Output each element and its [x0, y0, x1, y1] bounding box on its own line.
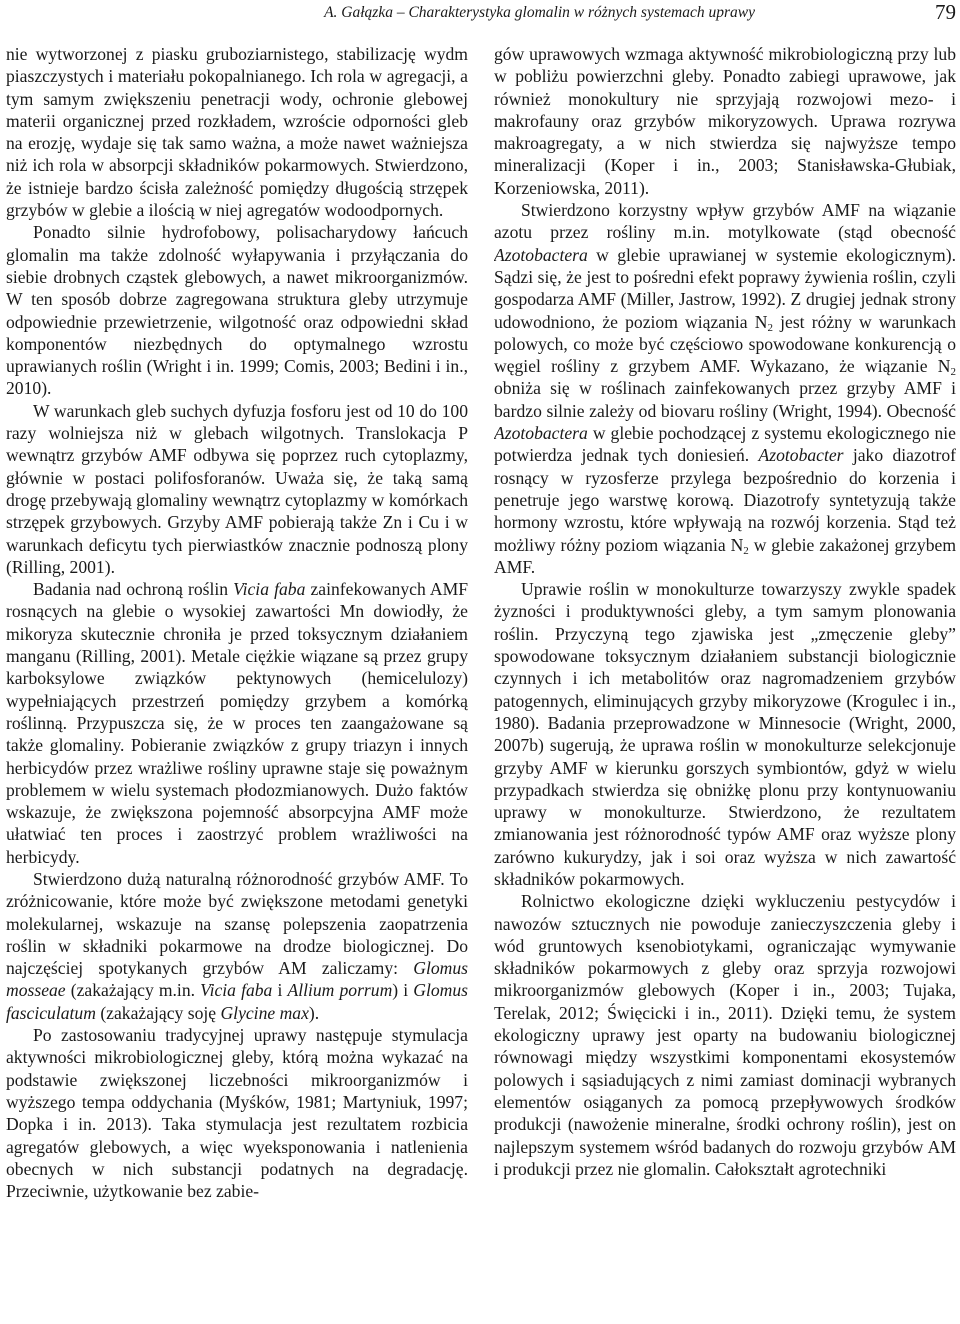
subscript: 2 [743, 544, 749, 557]
paragraph [6, 868, 468, 1024]
species-name: Glomus mosseae [6, 958, 468, 1001]
text-run: Stwierdzono korzystny wpływ grzybów AMF na wiązanie azotu przez rośliny m.in. motylkowate (stąd obecność [494, 200, 956, 243]
species-name: Vicia faba [233, 579, 306, 600]
text-run: jako diazotrof rosnący w ryzosferze przylega bezpośrednio do korzenia i penetruje jego warstwę korową. Diazotrofy syntetyzują także hormony wzrostu, które wpływają na rozwój korzenia. Stąd też możliwy różny poziom wiązania N [494, 445, 956, 555]
species-name: Vicia faba [200, 980, 273, 1001]
paragraph: Po zastosowaniu tradycyjnej uprawy następuje stymulacja aktywności mikrobiologicznej gleby, którą można wykazać na podstawie zwiększonej liczebności mikroorganizmów i wyższego tempa oddychania (Myśków, 1981; Martyniuk, 1997; Dopka i in. 2013). Taka stymulacja jest rezultatem rozbicia agregatów glebowych, a więc wyeksponowania i natlenienia obecnych w nich substancji podatnych na degradację. Przeciwnie, użytkowanie bez zabie- [6, 1025, 468, 1202]
text-run: jest różny w warunkach polowych, co może być częściowo spowodowane konkurencją o węgiel rośliny z grzybem AMF. Wykazano, że wiązanie N [494, 311, 956, 377]
text-run: Stwierdzono dużą naturalną różnorodność grzybów AMF. To zróżnicowanie, które może być zwiększone metodami genetyki molekularnej, wskazuje na szansę polepszenia zaopatrzenia roślin w składniki pokarmowe na drodze biologicznej. Do najczęściej spotykanych grzybów AM zaliczamy: [6, 868, 468, 979]
species-name: Glomus fasciculatum [6, 980, 468, 1023]
text-run: ). [308, 1002, 320, 1023]
species-name: Azotobactera [494, 244, 588, 265]
page-number: 79 [935, 0, 956, 24]
text-run: (zakażający m.in. [65, 980, 201, 1001]
paragraph: nie wytworzonej z piasku gruboziarnistego, stabilizację wydm piaszczystych i materiału pokopalnianego. Ich rola w agregacji, a tym samym zwiększeniu penetracji wody, ochronie glebowej materii organicznej przed rozkładem, wzroście odporności gleb na erozję, wydaje się tak samo ważna, a może nawet ważniejsza niż ich rola w absorpcji składników pokarmowych. Stwierdzono, że istnieje bardzo ścisła zależność pomiędzy długością strzępek grzybów w glebie a ilością w niej agregatów wodoodpornych. [6, 44, 468, 221]
species-name: Azotobactera [494, 423, 588, 444]
text-run: w glebie pochodzącej z systemu ekologicznego nie potwierdza jednak tych doniesień. [494, 423, 956, 466]
paragraph: W warunkach gleb suchych dyfuzja fosforu jest od 10 do 100 razy wolniejsza niż w glebach wilgotnych. Translokacja P wewnątrz grzybów AMF odbywa się poprzez ruch cytoplazmy, głównie w postaci polifosforanów. Uważa się, że taką samą drogę przebywają glomaliny wewnątrz cytoplazmy w komórkach strzępek grzybowych. Grzyby AMF pobierają także Zn i Cu i w warunkach deficytu tych pierwiastków znacznie podnoszą plony (Rilling, 2001). [6, 400, 468, 577]
subscript: 2 [950, 366, 956, 379]
paragraph: Uprawie roślin w monokulturze towarzyszy zwykle spadek żyzności i produktywności gleby, a tym samym plonowania roślin. Przyczyną tego zjawiska jest „zmęczenie gleby” spowodowane toksycznym działaniem substancji biologicznie czynnych i ich metabolitów oraz nagromadzeniem grzybów patogennych, eliminujących grzyby mikoryzowe (Krogulec i in., 1980). Badania przeprowadzone w Minnesocie (Wright, 2000, 2007b) sugerują, że uprawa roślin w monokulturze selekcjonuje grzyby AMF w kierunku gorszych symbiontów, gdyż w wielu przypadkach stwierdza się obniżkę plonu przy kontynuowaniu uprawy w monokulturze. Stwierdzono, że rezultatem zmianowania jest różnorodność typów AMF oraz wyższe plony zarówno kukurydzy, jak i soi oraz wyższa w nich zawartość składników pokarmowych. [494, 579, 956, 889]
text-run: (zakażający soję [95, 1002, 221, 1023]
species-name: Glycine max [220, 1002, 309, 1023]
paragraph: Rolnictwo ekologiczne dzięki wykluczeniu pestycydów i nawozów sztucznych nie powoduje zanieczyszczenia gleby i wód gruntowych ksenobiotykami, ograniczając wymywanie składników pokarmowych z gleby oraz sprzyja rozwojowi mikroorganizmów glebowych (Koper i in., 2003; Tujaka, Terelak, 2012; Święcicki i in., 2011). Dzięki temu, że system ekologiczny uprawy jest oparty na budowaniu biologicznej równowagi między wszystkimi komponentami ekosystemów polowych i sąsiadujących z nimi zamiast dominacji wybranych elementów osiąganych za pomocą przepływowych środków produkcji (nawożenie mineralne, środki ochrony roślin), jest on najlepszym systemem wśród badanych do rozwoju grzybów AM i produkcji przez nie glomalin. Całokształt agrotechniki [494, 891, 956, 1179]
text-run: ) i [392, 980, 414, 1001]
paragraph: Ponadto silnie hydrofobowy, polisacharydowy łańcuch glomalin ma także zdolność wyłapywania i przyłączania do siebie drobnych cząstek glebowych, a nawet mikroorganizmów. W ten sposób dobrze zagregowana struktura gleby utrzymuje odpowiednie przewietrzenie, wilgotność oraz odpowiedni skład komponentów niezbędnych do optymalnego wzrostu uprawianych roślin (Wright i in. 1999; Comis, 2003; Bedini i in., 2010). [6, 222, 468, 399]
text-run: Badania nad ochroną roślin [33, 579, 234, 600]
text-run: zainfekowanych AMF rosnących na glebie o wysokiej zawartości Mn dowiodły, że mikoryza skutecznie chroniła je przed toksycznym działaniem manganu (Rilling, 2001). Metale ciężkie wiązane są przez grupy karboksylowe związków pektynowych (hemicelulozy) wypełniających przestrzeń pomiędzy grzybem a komórką roślinną. Przypuszcza się, że w proces ten zaangażowane są także glomaliny. Pobieranie związków z grupy triazyn i innych herbicydów przez wrażliwe rośliny uprawne staje się poważnym problemem w wielu systemach płodozmianowych. Dużo faktów wskazuje, że zwiększona pojemność absorpcyjna AMF może ułatwiać ten proces i zaostrzyć problem wrażliwości na herbicydy. [6, 579, 468, 867]
right-column [494, 43, 956, 1323]
text-run: w glebie uprawianej w systemie ekologicznym). Sądzi się, że jest to pośredni efekt poprawy żywienia roślin, czyli gospodarza AMF (Miller, Jastrow, 1992). Z drugiej jednak strony udowodniono, że poziom wiązania N [494, 244, 956, 332]
running-header [0, 0, 960, 30]
species-name: Allium porrum [287, 980, 393, 1001]
subscript: 2 [767, 321, 773, 334]
text-run: w glebie zakażonej grzybem AMF. [494, 534, 956, 577]
paragraph [494, 199, 956, 578]
text-run: i [272, 980, 288, 1001]
running-title: A. Gałązka – Charakterystyka glomalin w różnych systemach uprawy [324, 4, 755, 21]
text-run: obniża się w roślinach zainfekowanych przez grzyby AMF i bardzo silnie zależy od biovaru rośliny (Wright, 1994). Obecność [494, 378, 956, 421]
paragraph [6, 578, 468, 868]
species-name: Azotobacter [758, 445, 844, 466]
left-column [6, 43, 468, 1323]
paragraph: gów uprawowych wzmaga aktywność mikrobiologiczną przy lub w pobliżu powierzchni gleby. Ponadto zabiegi uprawowe, jak również monokultury nie sprzyjają rozwojowi mezo- i makrofauny oraz grzybów mikoryzowych. Uprawa rozrywa makroagregaty, a w nich stwierdza się najwyższe tempo mineralizacji (Koper i in., 2003; Stanisławska-Głubiak, Korzeniowska, 2011). [494, 44, 956, 198]
